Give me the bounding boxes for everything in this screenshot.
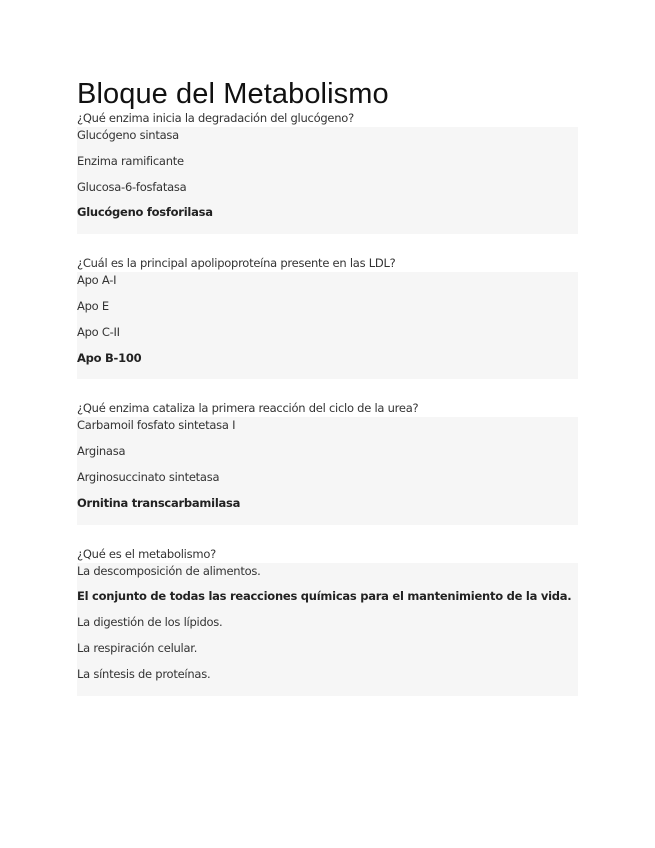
correct-answer-option: Glucógeno fosforilasa xyxy=(77,205,213,220)
question-block xyxy=(77,400,578,524)
answer-options xyxy=(77,272,578,379)
quiz-list xyxy=(77,110,578,696)
answer-option: Arginosuccinato sintetasa xyxy=(77,469,220,484)
answer-option: Glucosa-6-fosfatasa xyxy=(77,179,187,194)
answer-options xyxy=(77,563,578,696)
answer-option: Arginasa xyxy=(77,444,126,459)
question-block xyxy=(77,110,578,234)
page-title: Bloque del Metabolismo xyxy=(77,78,389,110)
spacer xyxy=(77,379,578,400)
answer-option: La descomposición de alimentos. xyxy=(77,563,261,578)
answer-option: La digestión de los lípidos. xyxy=(77,615,223,630)
question-text: ¿Cuál es la principal apolipoproteína presente en las LDL? xyxy=(77,256,396,271)
question-text: ¿Qué enzima inicia la degradación del glucógeno? xyxy=(77,111,354,125)
question-block xyxy=(77,546,578,696)
answer-option: La síntesis de proteínas. xyxy=(77,666,211,681)
answer-option: Apo A-I xyxy=(77,273,117,288)
answer-options xyxy=(77,127,578,234)
correct-answer-option: El conjunto de todas las reacciones químicas para el mantenimiento de la vida. xyxy=(77,589,572,604)
question-text: ¿Qué es el metabolismo? xyxy=(77,546,216,561)
answer-option: Carbamoil fosfato sintetasa I xyxy=(77,418,236,433)
answer-option: Glucógeno sintasa xyxy=(77,128,179,142)
answer-option: La respiración celular. xyxy=(77,640,198,655)
question-text: ¿Qué enzima cataliza la primera reacción del ciclo de la urea? xyxy=(77,401,419,416)
spacer xyxy=(77,525,578,546)
answer-option: Apo C-II xyxy=(77,324,120,339)
answer-option: Enzima ramificante xyxy=(77,153,184,168)
correct-answer-option: Ornitina transcarbamilasa xyxy=(77,495,241,510)
document-page xyxy=(77,0,578,696)
spacer xyxy=(77,234,578,255)
question-block xyxy=(77,255,578,379)
correct-answer-option: Apo B-100 xyxy=(77,350,142,365)
answer-options xyxy=(77,417,578,524)
answer-option: Apo E xyxy=(77,298,109,313)
